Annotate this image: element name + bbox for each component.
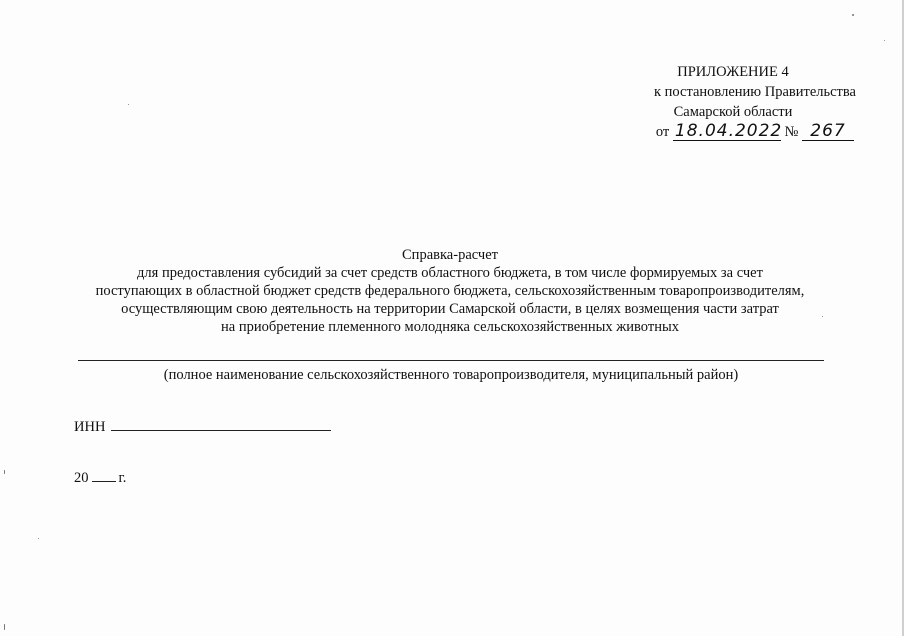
producer-name-field[interactable] [78,360,824,361]
subtitle-line-3: осуществляющим свою деятельность на территории Самарской области, в целях возмещения части затрат [121,301,779,317]
year-prefix: 20 [74,470,89,486]
appendix-line-2: Самарской области [673,104,793,120]
document-title: Справка-расчет [402,247,498,263]
inn-row [74,417,331,436]
number-prefix: № [784,124,799,140]
scan-speck [852,14,854,16]
scan-speck [128,104,129,105]
year-field[interactable] [92,468,116,482]
scan-speck [4,624,5,630]
appendix-header [608,62,858,142]
year-suffix: г. [118,470,127,486]
document-title-block [60,246,840,336]
appendix-date-line [608,122,858,142]
subtitle-line-1: для предоставления субсидий за счет средств областного бюджета, в том числе формируемых за счет [137,265,763,281]
inn-label: ИНН [74,419,106,435]
subtitle-line-4: на приобретение племенного молодняка сельскохозяйственных животных [221,319,679,335]
year-row [74,468,126,487]
scan-speck [38,538,39,539]
scan-speck [4,470,5,474]
appendix-line-1: к постановлению Правительства [654,84,856,100]
date-prefix: от [655,124,670,140]
handwritten-date: 18.04.2022 [674,121,783,141]
scan-speck [884,40,885,41]
inn-field[interactable] [111,417,331,431]
appendix-title: ПРИЛОЖЕНИЕ 4 [677,64,789,80]
producer-name-caption: (полное наименование сельскохозяйственного товаропроизводителя, муниципальный район) [163,367,739,383]
handwritten-number: 267 [802,122,854,141]
subtitle-line-2: поступающих в областной бюджет средств федерального бюджета, сельскохозяйственным товаропроизводителям, [95,283,805,299]
